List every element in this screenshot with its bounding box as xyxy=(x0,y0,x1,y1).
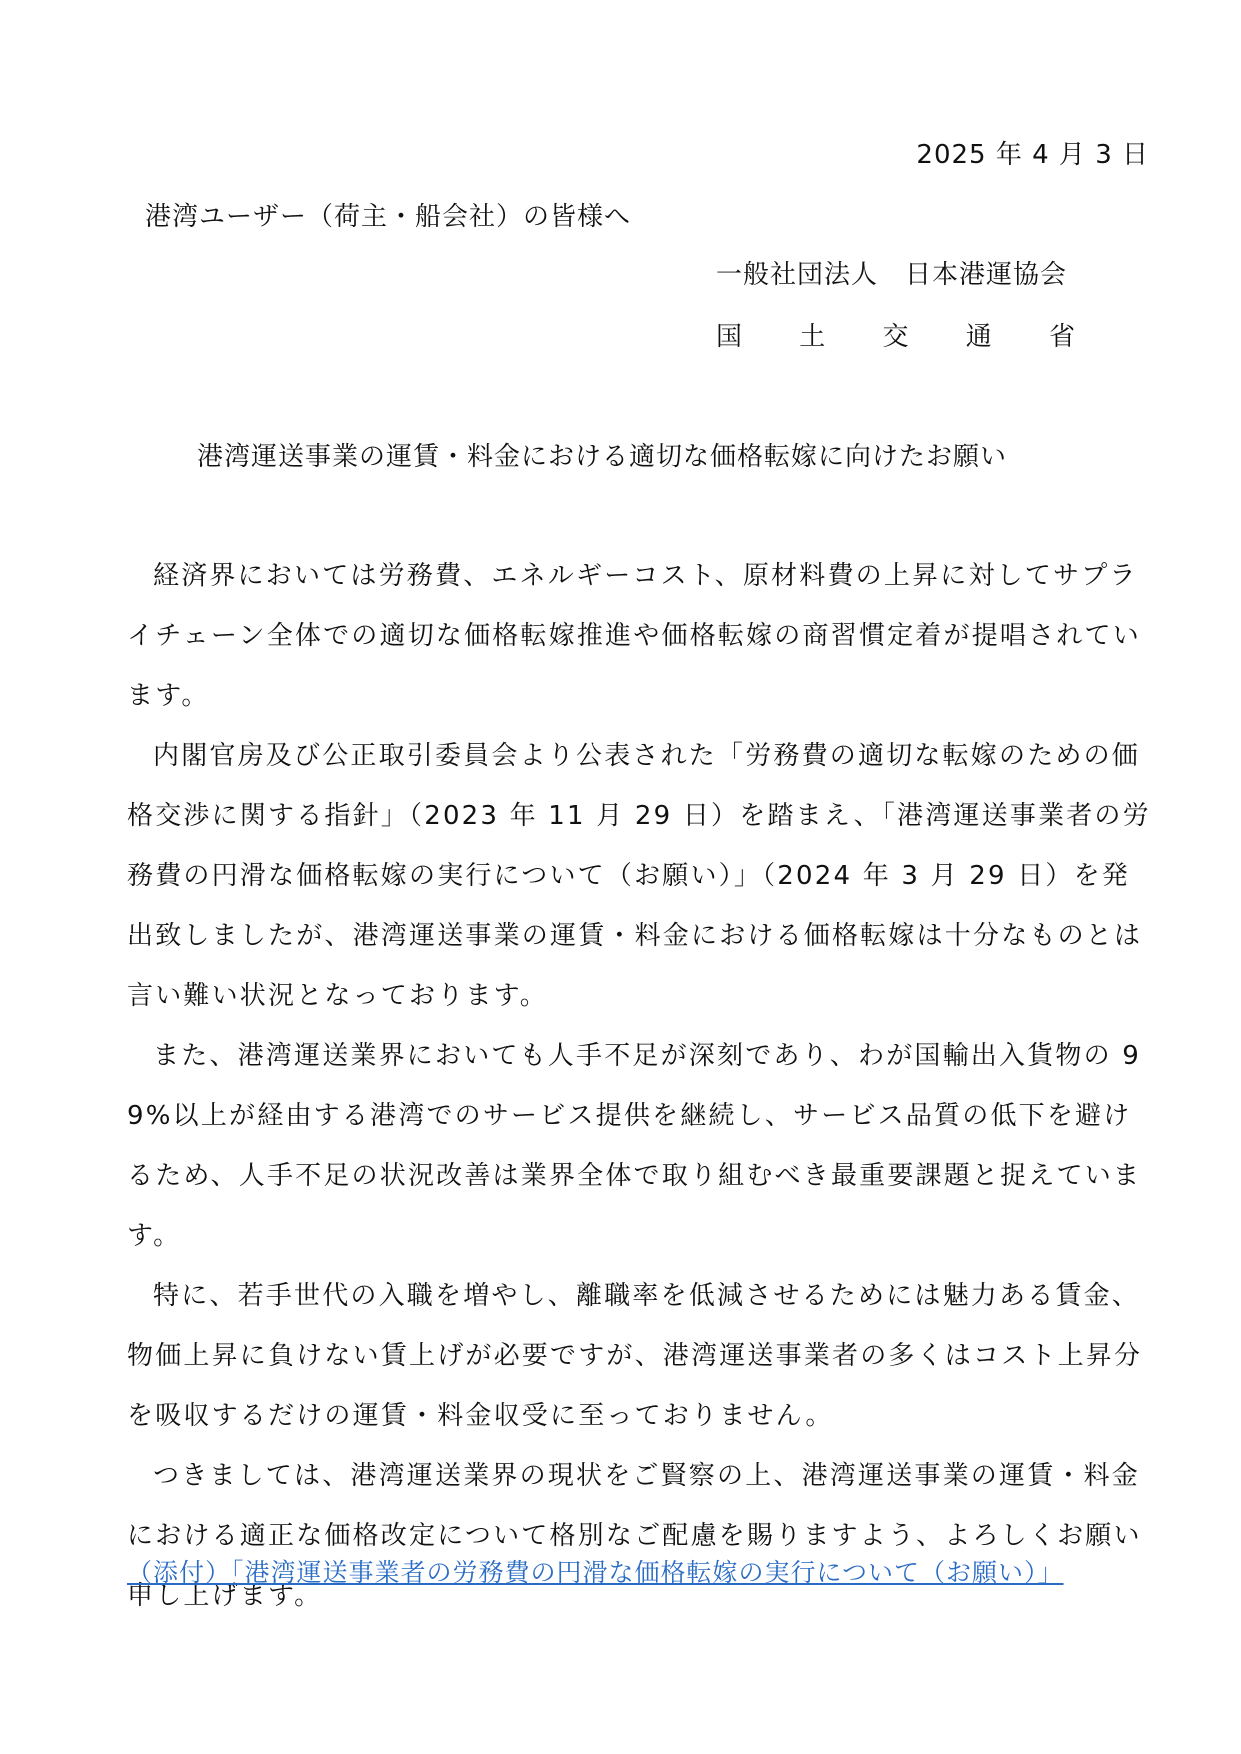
body-paragraph: 内閣官房及び公正取引委員会より公表された「労務費の適切な転嫁のための価格交渉に関する指針」（2023 年 11 月 29 日）を踏まえ、「港湾運送事業者の労務費の円滑な価格転嫁の実行について（お願い）」（2024 年 3 月 29 日）を発出致しましたが、港湾運送事業の運賃・料金における価格転嫁は十分なものとは言い難い状況となっております。 xyxy=(127,741,1151,1011)
body-paragraph: つきましては、港湾運送業界の現状をご賢察の上、港湾運送事業の運賃・料金における適正な価格改定について格別なご配慮を賜りますよう、よろしくお願い申し上げます。 xyxy=(127,1461,1142,1611)
addressee: 港湾ユーザー（荷主・船会社）の皆様へ xyxy=(145,202,632,232)
document-title: 港湾運送事業の運賃・料金における適切な価格転嫁に向けたお願い xyxy=(197,442,1008,472)
sender-ministry xyxy=(716,316,1076,353)
ministry-char: 省 xyxy=(1048,322,1076,352)
body-paragraph: 特に、若手世代の入職を増やし、離職率を低減させるためには魅力ある賃金、物価上昇に負けない賃上げが必要ですが、港湾運送事業者の多くはコスト上昇分を吸収するだけの運賃・料金収受に至っておりません。 xyxy=(127,1281,1143,1431)
document-body xyxy=(127,546,1157,1626)
body-paragraph: また、港湾運送業界においても人手不足が深刻であり、わが国輸出入貨物の 99%以上が経由する港湾でのサービス提供を継続し、サービス品質の低下を避けるため、人手不足の状況改善は業界全体で取り組むべき最重要課題と捉えています。 xyxy=(127,1041,1142,1251)
ministry-char: 国 xyxy=(716,322,744,352)
sender-organization: 一般社団法人 日本港運協会 xyxy=(716,260,1068,290)
ministry-char: 交 xyxy=(882,322,910,352)
document-date: 2025 年 4 月 3 日 xyxy=(916,140,1149,170)
body-paragraph: 経済界においては労務費、エネルギーコスト、原材料費の上昇に対してサプライチェーン全体での適切な価格転嫁推進や価格転嫁の商習慣定着が提唱されています。 xyxy=(127,561,1141,711)
ministry-char: 通 xyxy=(965,322,993,352)
attachment-link[interactable]: （添付）「港湾運送事業者の労務費の円滑な価格転嫁の実行について（お願い）」 xyxy=(127,1558,1064,1587)
ministry-char: 土 xyxy=(799,322,827,352)
